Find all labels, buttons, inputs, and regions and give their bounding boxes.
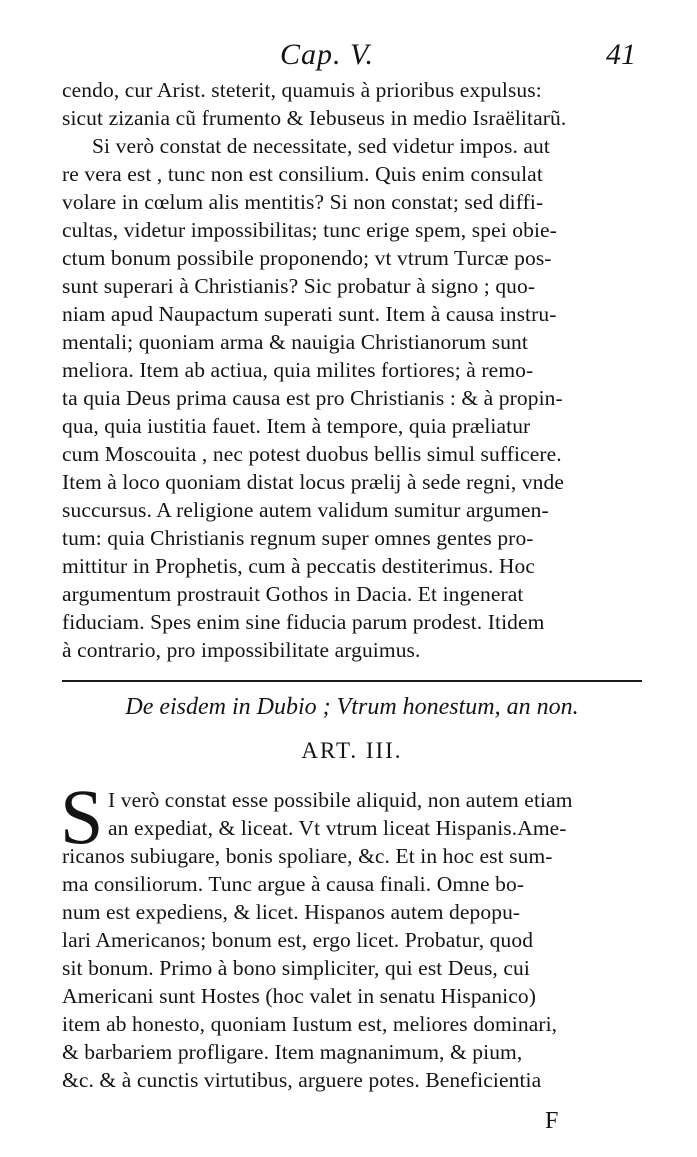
text-line: à contrario, pro impossibilitate arguimus. (62, 638, 421, 662)
text-line: I verò constat esse possibile aliquid, non autem etiam (108, 788, 573, 812)
signature-mark: F (545, 1108, 559, 1134)
text-line: lari Americanos; bonum est, ergo licet. Probatur, quod (62, 928, 534, 952)
text-line: ma consiliorum. Tunc argue à causa finali. Omne bo- (62, 872, 525, 896)
text-line: re vera est , tunc non est consilium. Quis enim consulat (62, 162, 543, 186)
text-line: Americani sunt Hostes (hoc valet in senatu Hispanico) (62, 984, 536, 1008)
text-line: item ab honesto, quoniam Iustum est, meliores dominari, (62, 1012, 558, 1036)
text-line: mittitur in Prophetis, cum à peccatis destiterimus. Hoc (62, 554, 536, 578)
text-line: tum: quia Christianis regnum super omnes gentes pro- (62, 526, 534, 550)
text-line: argumentum prostrauit Gothos in Dacia. Et ingenerat (62, 582, 524, 606)
text-line: num est expediens, & licet. Hispanos autem depopu- (62, 900, 521, 924)
text-line: sit bonum. Primo à bono simpliciter, qui est Deus, cui (62, 956, 530, 980)
text-line: niam apud Naupactum superati sunt. Item à causa instru- (62, 302, 557, 326)
text-line: ctum bonum possibile proponendo; vt vtrum Turcæ pos- (62, 246, 552, 270)
text-line: &c. & à cunctis virtutibus, arguere potes. Beneficientia (62, 1068, 542, 1092)
text-line: qua, quia iustitia fauet. Item à tempore, quia præliatur (62, 414, 531, 438)
text-line: volare in cœlum alis mentitis? Si non constat; sed diffi- (62, 190, 544, 214)
text-line: cum Moscouita , nec potest duobus bellis simul sufficere. (62, 442, 562, 466)
article-number: ART. III. (301, 738, 403, 763)
text-line: meliora. Item ab actiua, quia milites fortiores; à remo- (62, 358, 534, 382)
page-number: 41 (606, 38, 636, 71)
text-line: fiduciam. Spes enim sine fiducia parum prodest. Itidem (62, 610, 545, 634)
text-line: cultas, videtur impossibilitas; tunc erige spem, spei obie- (62, 218, 557, 242)
section-divider (62, 680, 642, 682)
text-line: an expediat, & liceat. Vt vtrum liceat Hispanis.Ame- (108, 816, 567, 840)
text-line: Si verò constat de necessitate, sed videtur impos. aut (92, 134, 550, 158)
drop-cap: S (60, 773, 104, 860)
text-line: ta quia Deus prima causa est pro Christianis : & à propin- (62, 386, 563, 410)
text-line: sicut zizania cũ frumento & Iebuseus in medio Israëlitarũ. (62, 106, 567, 130)
running-head: Cap. V. (280, 38, 374, 71)
text-line: Item à loco quoniam distat locus prælij à sede regni, vnde (62, 470, 564, 494)
text-line: succursus. A religione autem validum sumitur argumen- (62, 498, 549, 522)
text-line: ricanos subiugare, bonis spoliare, &c. Et in hoc est sum- (62, 844, 553, 868)
text-line: sunt superari à Christianis? Sic probatur à signo ; quo- (62, 274, 536, 298)
section-heading: De eisdem in Dubio ; Vtrum honestum, an non. (125, 694, 579, 720)
text-line: mentali; quoniam arma & nauigia Christianorum sunt (62, 330, 528, 354)
text-line: & barbariem profligare. Item magnanimum, & pium, (62, 1040, 523, 1064)
text-line: cendo, cur Arist. steterit, quamuis à prioribus expulsus: (62, 78, 542, 102)
